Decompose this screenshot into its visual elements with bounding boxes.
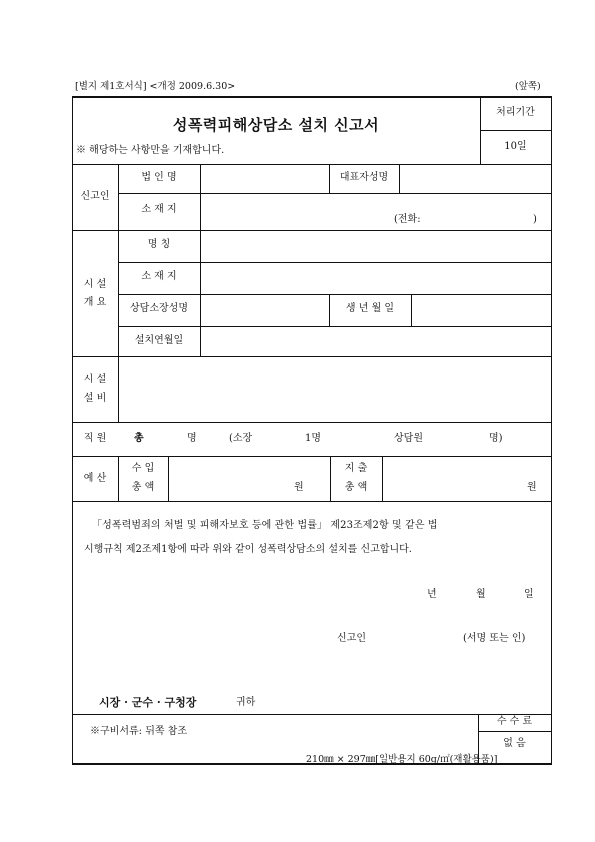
equipment-field[interactable] [119, 357, 550, 421]
signer-label: 신고인 [337, 633, 366, 644]
phone-close-paren: ) [533, 214, 537, 225]
install-date-field[interactable] [201, 327, 550, 355]
processing-period-value: 10일 [504, 141, 527, 152]
date-month-label: 월 [476, 589, 486, 600]
form-number: [별지 제1호서식] <개정 2009.6.30> [75, 81, 236, 92]
applicant-address-label: 소 재 지 [141, 204, 177, 215]
facility-name-label: 명 칭 [147, 239, 171, 250]
form-title: 성폭력피해상담소 설치 신고서 [172, 116, 380, 134]
income-unit: 원 [294, 482, 304, 493]
budget-label: 예 산 [83, 473, 107, 484]
expense-total-field[interactable] [383, 457, 550, 500]
staff-people-label: 명 [187, 433, 197, 444]
fill-instruction-note: ※ 해당하는 사항만을 기재합니다. [76, 145, 225, 156]
signer-name-field[interactable] [375, 628, 460, 650]
attachments-note: ※구비서류: 뒤쪽 참조 [90, 726, 188, 737]
declaration-line-1: 「성폭력범죄의 처벌 및 피해자보호 등에 관한 법률」 제23조제2항 및 같은 법 [92, 520, 438, 531]
staff-counselor-part: 상담원 [394, 433, 423, 444]
birth-date-field[interactable] [412, 295, 550, 325]
expense-label-2: 총 액 [344, 482, 368, 493]
declaration-top-line [72, 501, 552, 502]
equipment-label-2: 설 비 [83, 393, 107, 404]
staff-label: 직 원 [83, 433, 107, 444]
facility-address-field[interactable] [201, 263, 550, 293]
facility-group-label-1: 시 설 [83, 279, 107, 290]
addressee-honorific: 귀하 [236, 697, 256, 708]
facility-address-label: 소 재 지 [141, 271, 177, 282]
director-name-field[interactable] [201, 295, 329, 325]
equipment-label-1: 시 설 [83, 374, 107, 385]
sign-or-seal-note: (서명 또는 인) [463, 633, 526, 644]
income-total-field[interactable] [169, 457, 329, 500]
form-right-border [551, 96, 552, 764]
footer-top-line [72, 714, 552, 715]
install-date-label: 설치연월일 [134, 335, 184, 346]
staff-director-part: (소장 [229, 433, 253, 444]
fee-label: 수 수 료 [496, 716, 533, 727]
date-day-label: 일 [524, 589, 534, 600]
page-side-label: (앞쪽) [515, 81, 541, 92]
staff-total-label: 총 [134, 433, 144, 444]
processing-period-label: 처리기간 [496, 107, 535, 118]
fee-value: 없 음 [503, 738, 526, 749]
date-year-label: 년 [427, 589, 437, 600]
staff-counselor-unit: 명) [489, 433, 503, 444]
birth-date-label: 생 년 월 일 [345, 303, 395, 314]
expense-unit: 원 [527, 482, 537, 493]
declaration-line-2: 시행규칙 제2조제1항에 따라 위와 같이 성폭력상담소의 설치를 신고합니다. [84, 544, 412, 555]
applicant-address-field[interactable] [201, 194, 550, 229]
applicant-group-label: 신고인 [80, 191, 110, 202]
income-label-1: 수 입 [131, 463, 155, 474]
expense-label-1: 지 출 [344, 463, 368, 474]
staff-top-line [72, 422, 552, 423]
corp-name-label: 법 인 명 [141, 172, 177, 183]
expense-divider [330, 456, 331, 501]
facility-group-label-2: 개 요 [83, 297, 107, 308]
declaration-date-field[interactable] [380, 585, 545, 605]
paper-spec: 210㎜ × 297㎜[일반용지 60g/㎡(재활용품)] [306, 754, 498, 765]
rep-name-label: 대표자성명 [339, 172, 389, 183]
facility-name-field[interactable] [201, 231, 550, 261]
corp-name-field[interactable] [201, 165, 329, 193]
rep-name-field[interactable] [400, 165, 550, 193]
income-label-2: 총 액 [131, 482, 155, 493]
budget-label-divider [118, 456, 119, 501]
fee-row-divider [478, 731, 551, 732]
staff-director-count: 1명 [305, 433, 322, 444]
processing-row-divider [480, 130, 551, 131]
director-name-label: 상담소장성명 [130, 303, 188, 314]
addressee: 시장 · 군수 · 구청장 [99, 696, 197, 709]
phone-label: (전화: [394, 214, 421, 225]
